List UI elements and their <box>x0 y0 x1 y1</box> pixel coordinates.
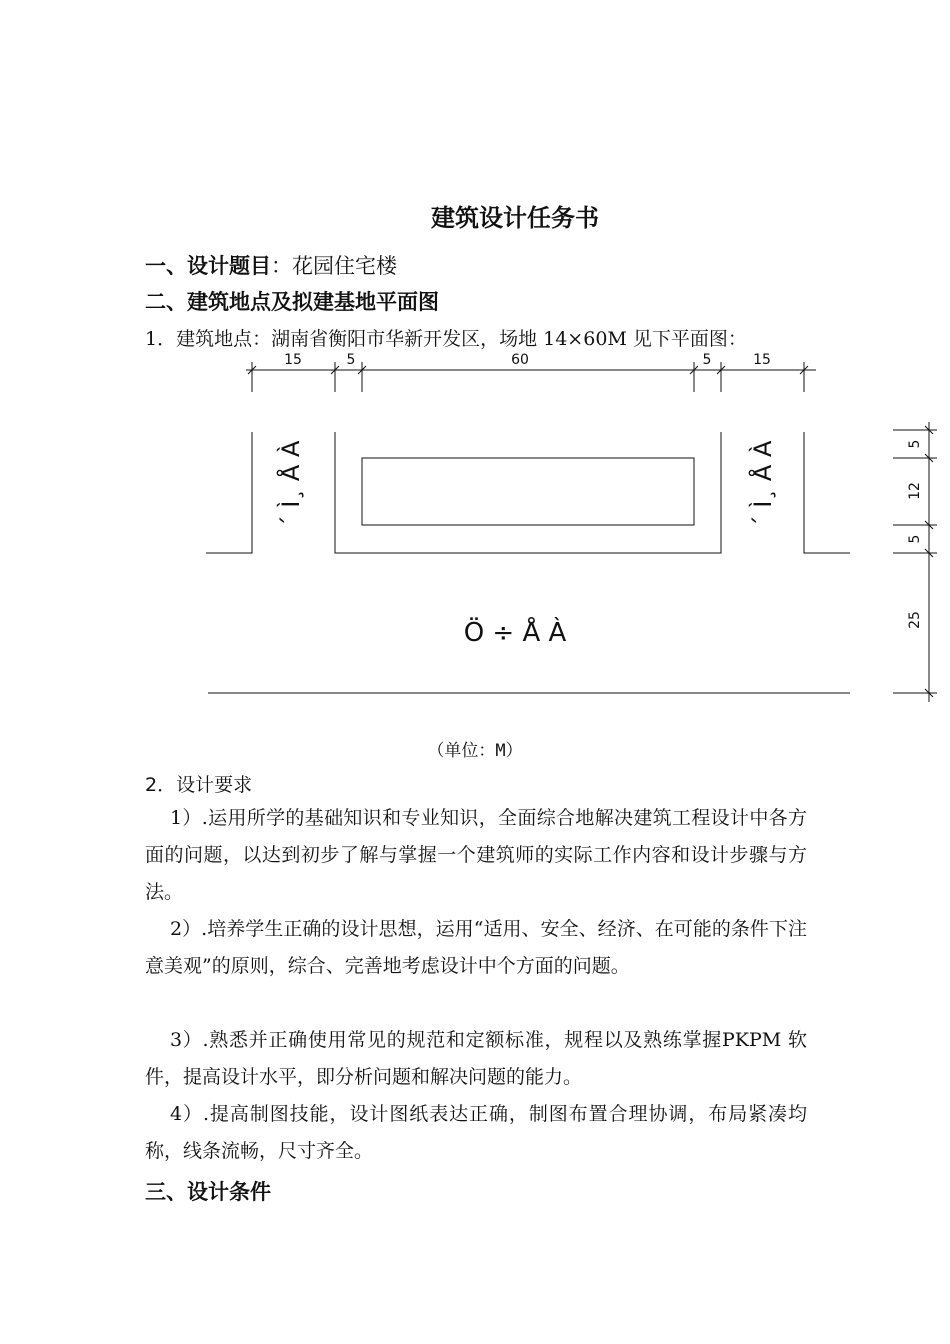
right-dim-label: 25 <box>907 611 923 629</box>
section-site-location <box>145 286 439 316</box>
left-road-label: ´ Ì¸ Å À <box>277 440 305 528</box>
section-design-topic-label: 一、设计题目 <box>145 254 271 278</box>
section-site-location-label: 二、建筑地点及拟建基地平面图 <box>145 290 439 314</box>
section-design-conditions <box>145 1176 271 1206</box>
section-design-topic <box>145 250 397 280</box>
top-dim-label: 5 <box>346 352 356 368</box>
requirement-item-4: 4）.提高制图技能，设计图纸表达正确，制图布置合理协调，布局紧凑均称，线条流畅，尺寸齐全。 <box>145 1103 807 1162</box>
site-boundary <box>335 432 721 553</box>
top-dim-label: 15 <box>753 352 771 368</box>
building-footprint <box>362 458 694 525</box>
top-dim-label: 5 <box>702 352 712 368</box>
requirement-item-1: 1）.运用所学的基础知识和专业知识，全面综合地解决建筑工程设计中各方面的问题，以达到初步了解与掌握一个建筑师的实际工作内容和设计步骤与方法。 <box>145 807 807 903</box>
document-title: 建筑设计任务书 <box>431 204 599 232</box>
unit-note: （单位：M） <box>427 741 523 761</box>
right-dim-label: 5 <box>907 439 923 449</box>
right-dim-label: 12 <box>907 482 923 500</box>
section-design-conditions-label: 三、设计条件 <box>145 1180 271 1204</box>
right-boundary <box>804 432 850 553</box>
main-road-label: Ö ÷ Å À <box>463 618 567 648</box>
right-dim-label: 5 <box>907 534 923 544</box>
requirement-item-3: 3）.熟悉并正确使用常见的规范和定额标准，规程以及熟练掌握PKPM 软件，提高设计水平，即分析问题和解决问题的能力。 <box>145 1029 807 1088</box>
top-dim-label: 60 <box>511 352 529 368</box>
top-dim-label: 15 <box>284 352 302 368</box>
section-design-topic-value: ：花园住宅楼 <box>271 254 397 278</box>
requirement-item-2: 2）.培养学生正确的设计思想，运用“适用、安全、经济、在可能的条件下注意美观”的原则，综合、完善地考虑设计中个方面的问题。 <box>145 918 807 977</box>
left-boundary <box>206 432 252 553</box>
site-plan-diagram <box>0 340 950 710</box>
location-line: 1．建筑地点：湖南省衡阳市华新开发区，场地 14×60M 见下平面图： <box>145 328 747 350</box>
right-road-label: ´ Ì¸ Å À <box>749 440 777 528</box>
requirements-heading: 2．设计要求 <box>145 774 253 796</box>
